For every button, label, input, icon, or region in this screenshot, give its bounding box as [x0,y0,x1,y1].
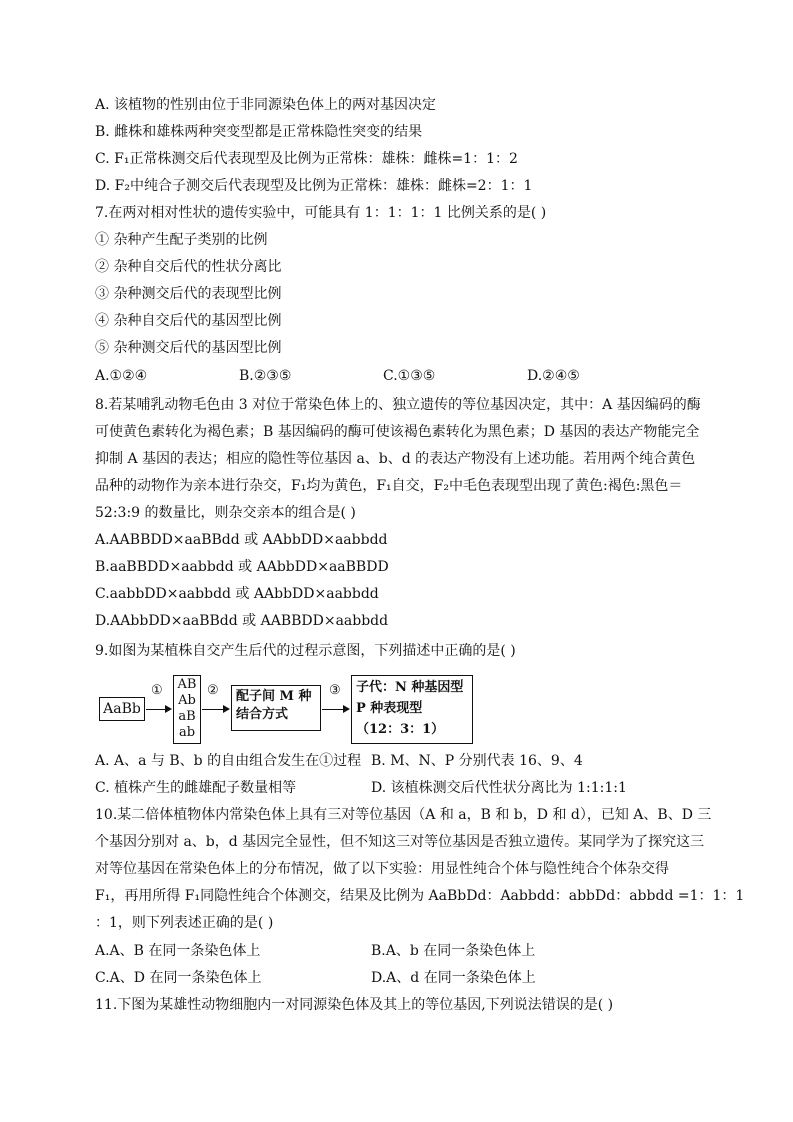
gametes-box [173,675,201,744]
q8-option-d: D.AAbbDD×aaBBdd 或 AABBDD×aabbdd [95,613,389,629]
q9-option-a: A. A、a 与 B、b 的自由组合发生在①过程 [95,753,362,769]
q9-stem: 9.如图为某植株自交产生后代的过程示意图，下列描述中正确的是( ) [95,643,516,659]
q10-stem-line: F₁，再用所得 F₁同隐性纯合个体测交，结果及比例为 AaBbDd：Aabbdd：abbDd：abbdd =1：1：1 [95,888,745,904]
q7-option-d: D.②④⑤ [527,368,580,384]
q8-stem-line: 品种的动物作为亲本进行杂交，F₁均为黄色，F₁自交，F₂中毛色表现型出现了黄色:褐色:黑色＝ [95,478,683,494]
q8-option-b: B.aaBBDD×aabbdd 或 AAbbDD×aaBBDD [95,559,389,575]
q11-stem: 11.下图为某雄性动物细胞内一对同源染色体及其上的等位基因,下列说法错误的是( ) [95,997,614,1013]
genotype-box [99,697,145,721]
q9-process-diagram [99,675,479,745]
q8-stem-line: 8.若某哺乳动物毛色由 3 对位于常染色体上的、独立遗传的等位基因决定，其中：A 基因编码的酶 [95,397,701,413]
q7-item: ① 杂种产生配子类别的比例 [95,232,268,248]
q9-option-c: C. 植株产生的雌雄配子数量相等 [95,780,297,796]
q7-item: ③ 杂种测交后代的表现型比例 [95,286,282,302]
q7-stem: 7.在两对相对性状的遗传实验中，可能具有 1：1：1：1 比例关系的是( ) [95,205,547,221]
combination-box [231,685,321,731]
q10-option-b: B.A、b 在同一条染色体上 [371,943,536,959]
q7-item: ⑤ 杂种测交后代的基因型比例 [95,340,282,356]
offspring-box [351,675,473,744]
q10-option-c: C.A、D 在同一条染色体上 [95,970,262,986]
q10-stem-line: 个基因分别对 a、b，d 基因完全显性，但不知这三对等位基因是否独立遗传。某同学为了探究这三 [95,834,705,850]
gamete-label: ab [178,725,196,740]
q7-item: ④ 杂种自交后代的基因型比例 [95,313,282,329]
q6-option-d: D. F₂中纯合子测交后代表现型及比例为正常株：雄株：雌株=2：1：1 [95,178,533,194]
step-2-label: ② [207,683,219,698]
q8-stem-line: 可使黄色素转化为褐色素；B 基因编码的酶可使该褐色素转化为黑色素；D 基因的表达产物能完全 [95,424,700,440]
q7-option-c: C.①③⑤ [383,368,436,384]
combination-line: 结合方式 [236,707,289,722]
gamete-label: aB [178,709,196,724]
offspring-line: P 种表现型 [356,701,423,716]
q7-option-a: A.①②④ [95,368,148,384]
q8-stem-line: 抑制 A 基因的表达；相应的隐性等位基因 a、b、d 的表达产物没有上述功能。若用两个纯合黄色 [95,451,696,467]
q9-option-b: B. M、N、P 分别代表 16、9、4 [371,753,583,769]
offspring-line: （12：3：1） [356,722,445,737]
q6-option-a: A. 该植物的性别由位于非同源染色体上的两对基因决定 [95,97,437,113]
q10-stem-line: ：1，则下列表述正确的是( ) [95,915,274,931]
combination-line: 配子间 M 种 [236,689,312,704]
q7-item: ② 杂种自交后代的性状分离比 [95,259,282,275]
q8-option-a: A.AABBDD×aaBBdd 或 AAbbDD×aabbdd [95,532,388,548]
q10-option-a: A.A、B 在同一条染色体上 [95,943,261,959]
arrow-icon [322,709,348,710]
q6-option-b: B. 雌株和雄株两种突变型都是正常株隐性突变的结果 [95,124,423,140]
q6-option-c: C. F₁正常株测交后代表现型及比例为正常株：雄株：雌株=1：1：2 [95,151,518,167]
q10-stem-line: 对等位基因在常染色体上的分布情况，做了以下实验：用显性纯合个体与隐性纯合个体杂交得 [95,861,669,877]
genotype-label: AaBb [103,701,141,717]
q10-option-d: D.A、d 在同一条染色体上 [371,970,536,986]
q7-option-b: B.②③⑤ [239,368,292,384]
gamete-label: Ab [178,693,196,708]
step-1-label: ① [151,683,163,698]
q8-stem-line: 52:3:9 的数量比，则杂交亲本的组合是( ) [95,505,356,521]
arrow-icon [146,709,170,710]
gamete-label: AB [177,677,197,692]
offspring-line: 子代：N 种基因型 [356,680,464,695]
arrow-icon [202,709,228,710]
q10-stem-line: 10.某二倍体植物体内常染色体上具有三对等位基因（A 和 a，B 和 b，D 和 d），已知 A、B、D 三 [95,807,712,823]
q8-option-c: C.aabbDD×aabbdd 或 AAbbDD×aabbdd [95,586,379,602]
step-3-label: ③ [329,683,341,698]
q9-option-d: D. 该植株测交后代性状分离比为 1:1:1:1 [371,780,627,796]
